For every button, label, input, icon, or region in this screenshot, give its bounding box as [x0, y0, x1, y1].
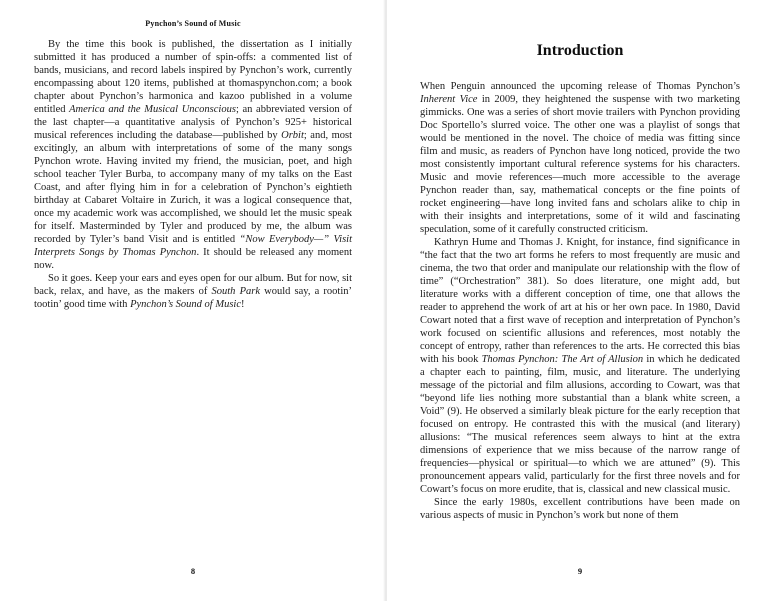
paragraph — [420, 80, 740, 236]
italic-text-segment: Inherent Vice — [420, 94, 478, 105]
chapter-title: Introduction — [536, 42, 624, 59]
italic-text-segment: South Park — [211, 286, 260, 297]
italic-text-segment: Orbit — [281, 130, 304, 141]
text-segment: Kathryn Hume and Thomas J. Knight, for instance, find significance in “the fact that the two art forms he refers to most frequently are music and cinema, the two that order and manipulate our relationship with the flow of time” (“Orchestration” 381). So does literature, one might add, but literature works with a different conception of time, one that allows the reader to apprehend the work of art at his or her own pace. In 1980, David Cowart noted that a first wave of reception and interpretation of Pynchon’s work focused on scientific allusions and references, most notably the concept of entropy, rather than references to the arts. He corrected this bias with his book — [420, 237, 740, 365]
paragraph — [420, 496, 740, 522]
page-right — [387, 0, 773, 601]
text-segment: ; an abbreviated version of the last chapter—a quantitative analysis of Pynchon’s 925+ historical musical references including the database—published by — [34, 104, 352, 141]
text-segment: in 2009, they heightened the suspense with two marketing gimmicks. One was a series of short movie trailers with Pynchon providing Doc Sportello’s slurred voice. The other one was a playlist of songs that would be mentioned in the novel. The choice of media was fitting since film and music, as readers of Pynchon have long noticed, provide the two most consistently important cultural reference systems for his characters. Music and movie references—much more accessible to the average Pynchon reader than, say, mathematical concepts or the fine points of rocket engineering—have long invited fans and scholars alike to chip in with their insights and interpretations, some of it wild and fascinating speculation, some of it carefully constructed criticism. — [420, 94, 740, 235]
italic-text-segment: “Now Everybody—” Visit Interprets Songs by Thomas Pynchon — [34, 234, 352, 258]
text-segment: would say, a rootin’ tootin’ good time with — [34, 286, 353, 310]
paragraph — [420, 236, 740, 496]
text-segment: ; and, most excitingly, an album with interpretations of some of the many songs Pynchon wrote. Having invited my friend, the musician, poet, and high school teacher Tyler Burba, to accompany many of my talks on the East Coast, and after flying him in for a celebration of Pynchon’s eightieth birthday at Cabaret Voltaire in Zurich, it was a logical consequence that, once my academic work was accomplished, we should let the music speak for itself. Masterminded by Tyler and produced by me, the album was recorded by Tyler’s band Visit and is entitled — [34, 130, 352, 245]
page-left — [0, 0, 386, 601]
page-number-right: 9 — [577, 566, 583, 576]
text-segment: . It should be released any moment now. — [34, 247, 352, 271]
right-page-body — [420, 80, 740, 522]
text-segment: Since the early 1980s, excellent contributions have been made on various aspects of music in Pynchon’s work but none of them — [420, 497, 740, 521]
italic-text-segment: Thomas Pynchon: The Art of Allusion — [481, 354, 644, 365]
italic-text-segment: Pynchon’s Sound of Music — [130, 299, 241, 310]
paragraph — [34, 272, 352, 311]
text-segment: ! — [240, 299, 245, 310]
text-segment: When Penguin announced the upcoming release of Thomas Pynchon’s — [420, 81, 740, 92]
text-segment: By the time this book is published, the dissertation as I initially submitted it has produced a number of spin-offs: a commented list of bands, musicians, and record labels inspired by Pynchon’s work, currently encompassing about 120 items, published at thomaspynchon.com; a book chapter about Pynchon’s harmonica and kazoo published in a volume entitled — [34, 39, 352, 115]
left-page-body — [34, 38, 352, 311]
text-segment: in which he dedicated a chapter each to painting, film, music, and literature. The underlying message of the pictorial and film allusions, according to Cowart, was that “beyond life lies nothing more substantial than a blank white screen, a Void” (9). He observed a similarly bleak picture for the early reception that focused on entropy. He contrasted this with the musical (and literary) allusions: “The musical references seem always to hint at the extra dimensions of experience that we miss because of the narrow range of frequencies—physical or spiritual—to which we are attuned” (9). This pronouncement appears valid, particularly for the first three novels and for Cowart’s focus on more erudite, that is, classical and new classical music. — [420, 354, 741, 495]
text-segment: So it goes. Keep your ears and eyes open for our album. But for now, sit back, relax, and have, as the makers of — [34, 273, 352, 297]
italic-text-segment: America and the Musical Unconscious — [69, 104, 236, 115]
page-number-left: 8 — [190, 566, 196, 576]
running-header: Pynchon’s Sound of Music — [145, 19, 241, 28]
paragraph — [34, 38, 352, 272]
